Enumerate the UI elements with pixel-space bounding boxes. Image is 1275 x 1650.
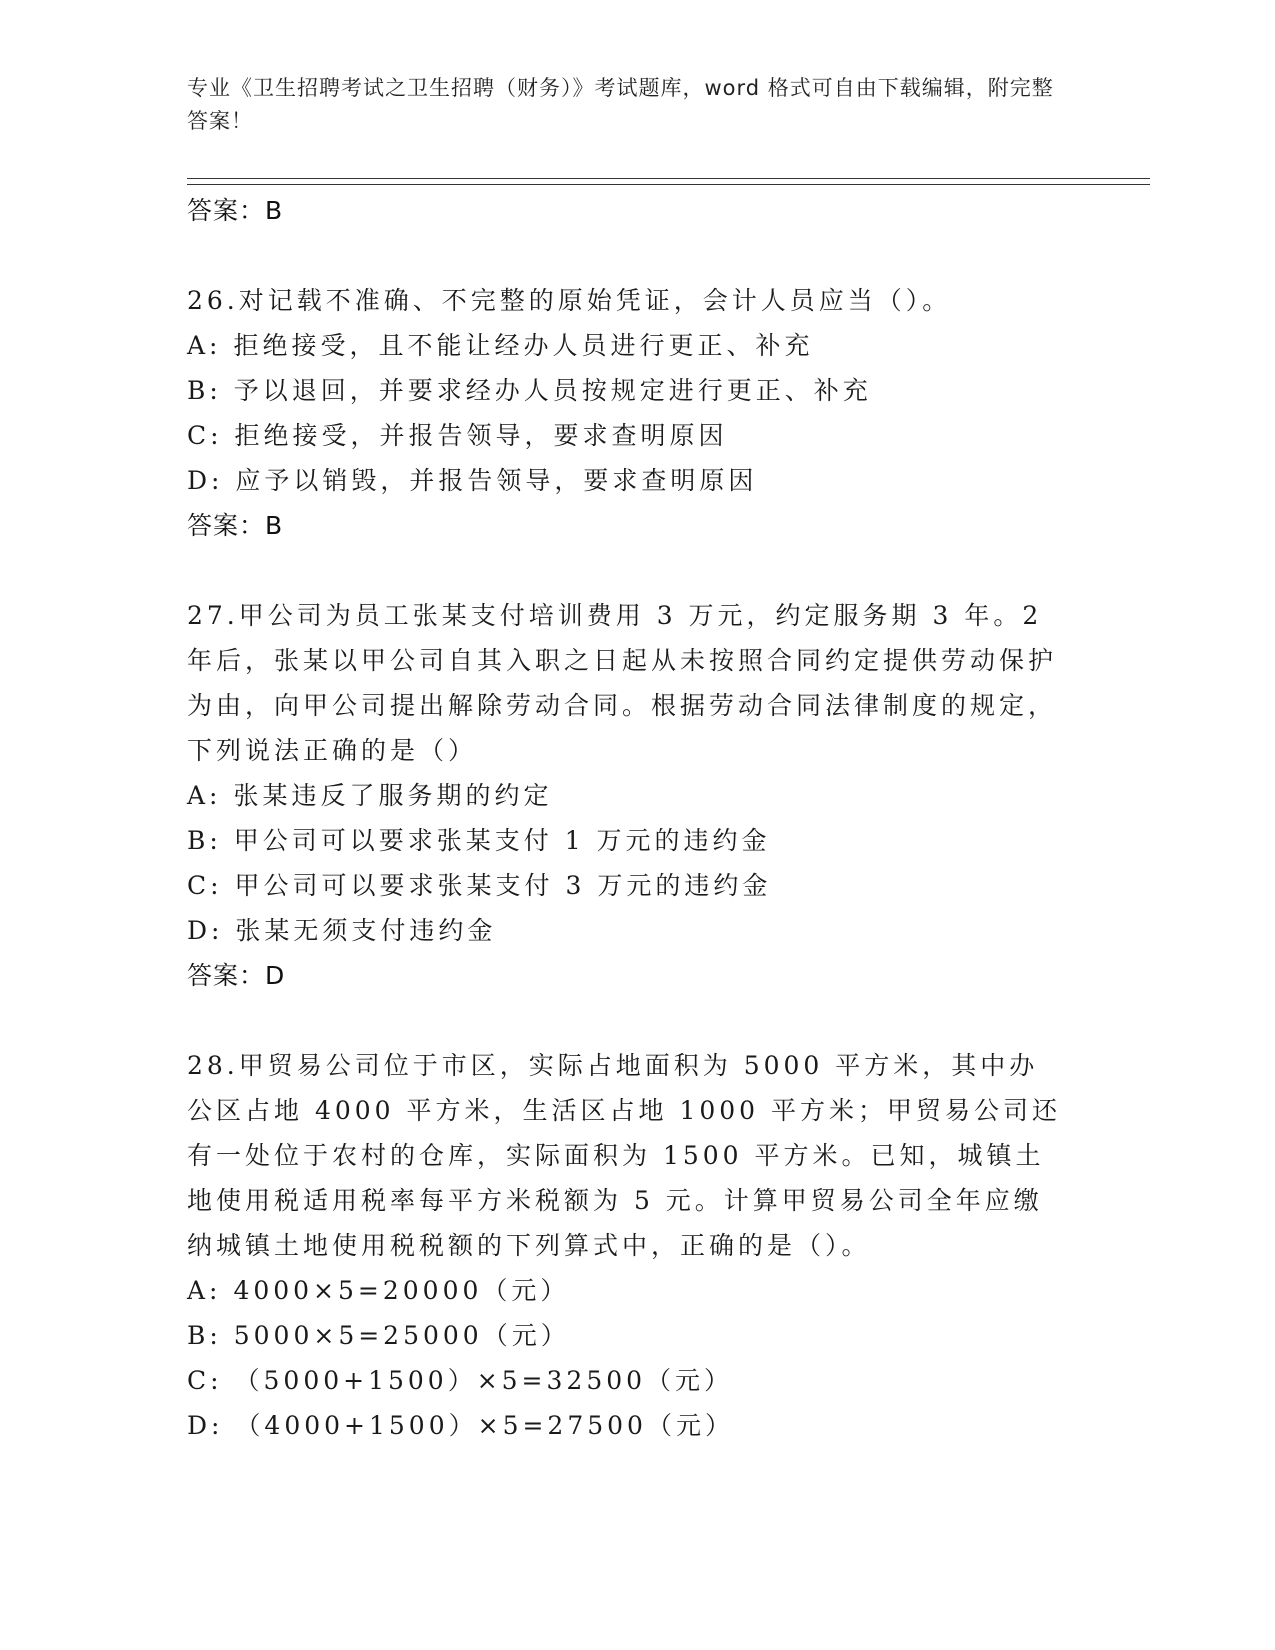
option-text: 应予以销毁，并报告领导，要求查明原因	[235, 466, 758, 495]
answer: 答案：D	[187, 961, 286, 990]
page-header: 专业《卫生招聘考试之卫生招聘（财务）》考试题库，word 格式可自由下载编辑，附完整答案！	[187, 76, 1054, 133]
question-28	[187, 1043, 1067, 1448]
option-c	[187, 413, 1067, 458]
option-text: 予以退回，并要求经办人员按规定进行更正、补充	[233, 376, 872, 405]
option-a	[187, 1268, 1067, 1313]
answer: 答案：B	[187, 511, 284, 540]
option-text: 张某违反了服务期的约定	[233, 781, 553, 810]
document-body	[187, 188, 1067, 1448]
question-text: 27.甲公司为员工张某支付培训费用 3 万元，约定服务期 3 年。2 年后，张某以甲公司自其入职之日起从未按照合同约定提供劳动保护为由，向甲公司提出解除劳动合同。根据劳动合同法律制度的规定，下列说法正确的是（）	[187, 601, 1058, 765]
option-b	[187, 368, 1067, 413]
option-letter: A:	[187, 1276, 222, 1305]
header-divider	[187, 178, 1150, 185]
option-letter: A:	[187, 781, 222, 810]
option-text: 5000×5=25000（元）	[233, 1321, 570, 1350]
option-d	[187, 908, 1067, 953]
option-text: 甲公司可以要求张某支付 3 万元的违约金	[234, 871, 772, 900]
option-text: 4000×5=20000（元）	[233, 1276, 570, 1305]
option-text: 拒绝接受，并报告领导，要求查明原因	[234, 421, 728, 450]
option-letter: C:	[187, 421, 223, 450]
previous-answer: 答案：B	[187, 196, 284, 225]
option-letter: C:	[187, 1366, 223, 1395]
option-a	[187, 323, 1067, 368]
option-letter: D:	[187, 916, 224, 945]
question-27	[187, 593, 1067, 998]
option-letter: B:	[187, 1321, 222, 1350]
option-b	[187, 1313, 1067, 1358]
option-b	[187, 818, 1067, 863]
option-text: 拒绝接受，且不能让经办人员进行更正、补充	[233, 331, 814, 360]
question-text: 28.甲贸易公司位于市区，实际占地面积为 5000 平方米，其中办公区占地 4000 平方米，生活区占地 1000 平方米；甲贸易公司还有一处位于农村的仓库，实际面积为 1500 平方米。已知，城镇土地使用税适用税率每平方米税额为 5 元。计算甲贸易公司全年应缴纳城镇土地使用税税额的下列算式中，正确的是（）。	[187, 1051, 1062, 1260]
option-letter: D:	[187, 466, 224, 495]
option-letter: A:	[187, 331, 222, 360]
option-a	[187, 773, 1067, 818]
option-text: （4000+1500）×5=27500（元）	[235, 1411, 734, 1440]
option-text: 甲公司可以要求张某支付 1 万元的违约金	[233, 826, 771, 855]
option-text: 张某无须支付违约金	[235, 916, 497, 945]
option-d	[187, 458, 1067, 503]
option-letter: B:	[187, 826, 222, 855]
question-26	[187, 278, 1067, 548]
option-letter: D:	[187, 1411, 224, 1440]
option-letter: C:	[187, 871, 223, 900]
option-d	[187, 1403, 1067, 1448]
option-c	[187, 1358, 1067, 1403]
question-text: 26.对记载不准确、不完整的原始凭证，会计人员应当（）。	[187, 286, 952, 315]
option-c	[187, 863, 1067, 908]
option-letter: B:	[187, 376, 222, 405]
option-text: （5000+1500）×5=32500（元）	[234, 1366, 734, 1395]
